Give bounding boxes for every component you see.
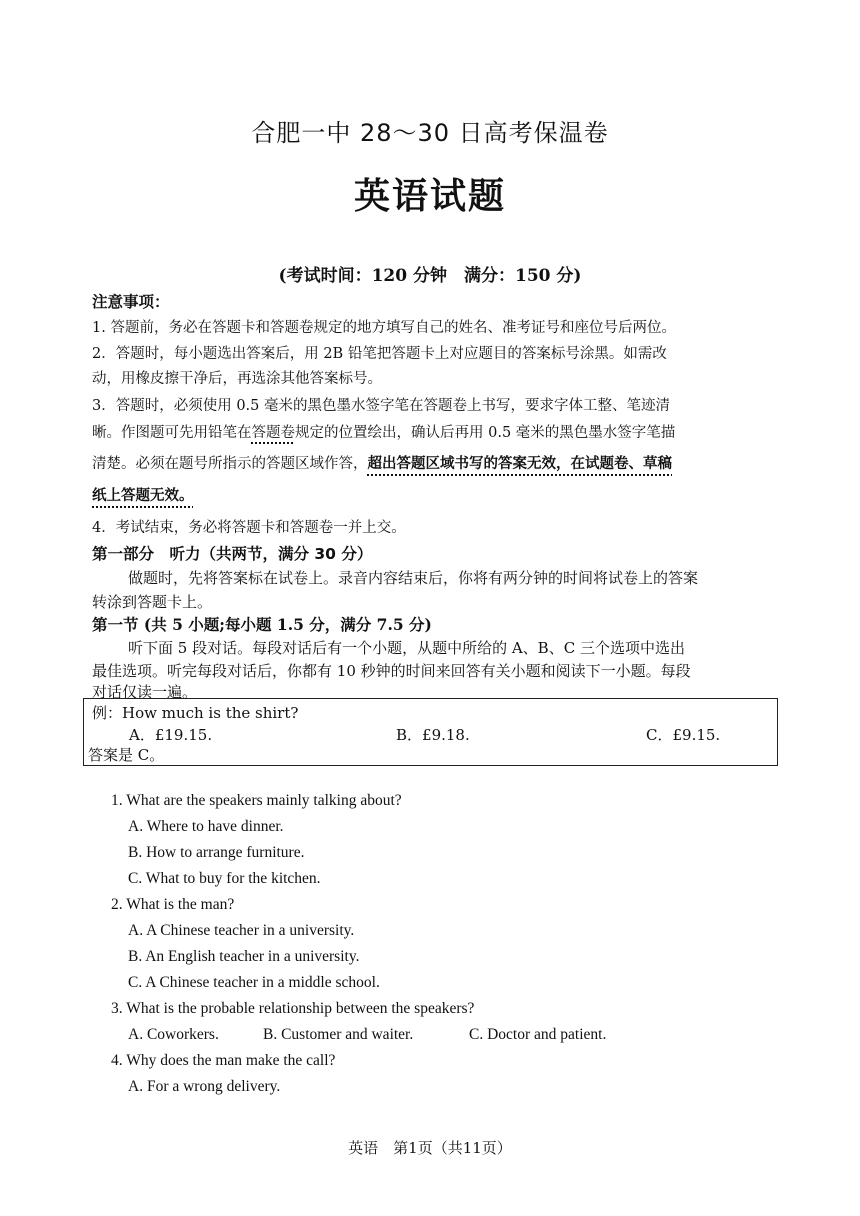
question-1-stem: 1. What are the speakers mainly talking about? — [111, 792, 402, 809]
exam-title: 合肥一中 28～30 日高考保温卷 — [251, 119, 609, 147]
section1-intro-line-2: 最佳选项。听完每段对话后，你都有 10 秒钟的时间来回答有关小题和阅读下一小题。每段 — [92, 662, 691, 680]
notice-item-1: 1. 答题前，务必在答题卡和答题卷规定的地方填写自己的姓名、准考证号和座位号后两位。 — [92, 320, 676, 336]
notice-item-3-line-4: 纸上答题无效。 — [92, 488, 194, 504]
question-2-option-a: A. A Chinese teacher in a university. — [128, 922, 355, 939]
part1-heading: 第一部分 听力（共两节，满分 30 分） — [92, 545, 373, 563]
part1-intro-line-1: 做题时，先将答案标在试卷上。录音内容结束后，你将有两分钟的时间将试卷上的答案 — [128, 569, 699, 587]
notice-item-4: 4．考试结束，务必将答题卡和答题卷一并上交。 — [92, 520, 406, 536]
notice-text: 规定的位置绘出，确认后再用 0.5 毫米的黑色墨水签字笔描 — [295, 425, 676, 441]
emphasis-answer-sheet: 答题卷 — [251, 425, 295, 441]
example-answer: 答案是 C。 — [88, 746, 165, 764]
notice-heading: 注意事项： — [92, 292, 170, 311]
notice-item-3-line-3 — [92, 452, 672, 473]
subject-title: 英语试题 — [353, 175, 506, 217]
notice-item-3-line-1: 3．答题时，必须使用 0.5 毫米的黑色墨水签字笔在答题卷上书写，要求字体工整、笔迹清 — [92, 398, 670, 414]
example-option-a: A．£19.15. — [129, 726, 213, 744]
question-4-stem: 4. Why does the man make the call? — [111, 1052, 336, 1069]
question-1-option-a: A. Where to have dinner. — [128, 818, 284, 835]
question-2-option-b: B. An English teacher in a university. — [128, 948, 360, 965]
example-box — [83, 698, 778, 766]
notice-text: 晰。作图题可先用铅笔在 — [92, 425, 252, 441]
section1-heading: 第一节 (共 5 小题;每小题 1.5 分，满分 7.5 分) — [92, 615, 432, 634]
question-3-stem: 3. What is the probable relationship between the speakers? — [111, 1000, 475, 1017]
question-2-option-c: C. A Chinese teacher in a middle school. — [128, 974, 380, 991]
question-3-option-a: A. Coworkers. — [128, 1026, 219, 1043]
notice-text: 清楚。必须在题号所指示的答题区域作答， — [92, 456, 368, 472]
section1-intro-line-3: 对话仅读一遍。 — [92, 683, 198, 701]
question-4-option-a: A. For a wrong delivery. — [128, 1078, 281, 1095]
question-1-option-c: C. What to buy for the kitchen. — [128, 870, 321, 887]
question-3-option-b: B. Customer and waiter. — [263, 1026, 414, 1043]
emphasis-invalid-answers: 超出答题区域书写的答案无效，在试题卷、草稿 — [367, 456, 672, 472]
part1-intro-line-2: 转涂到答题卡上。 — [92, 593, 213, 611]
section1-intro-line-1: 听下面 5 段对话。每段对话后有一个小题，从题中所给的 A、B、C 三个选项中选出 — [128, 639, 685, 657]
example-question: 例：How much is the shirt? — [92, 704, 299, 722]
page-footer: 英语 第1页（共11页） — [348, 1139, 512, 1157]
example-option-c: C．£9.15. — [646, 726, 721, 744]
question-1-option-b: B. How to arrange furniture. — [128, 844, 305, 861]
question-2-stem: 2. What is the man? — [111, 896, 235, 913]
question-3-option-c: C. Doctor and patient. — [469, 1026, 607, 1043]
notice-item-2-line-2: 动，用橡皮擦干净后，再选涂其他答案标号。 — [92, 371, 382, 387]
example-option-b: B．£9.18. — [396, 726, 470, 744]
exam-info: (考试时间：120 分钟 满分：150 分) — [278, 266, 582, 286]
notice-item-3-line-2 — [92, 421, 675, 442]
notice-item-2-line-1: 2．答题时，每小题选出答案后，用 2B 铅笔把答题卡上对应题目的答案标号涂黑。如需改 — [92, 346, 667, 362]
